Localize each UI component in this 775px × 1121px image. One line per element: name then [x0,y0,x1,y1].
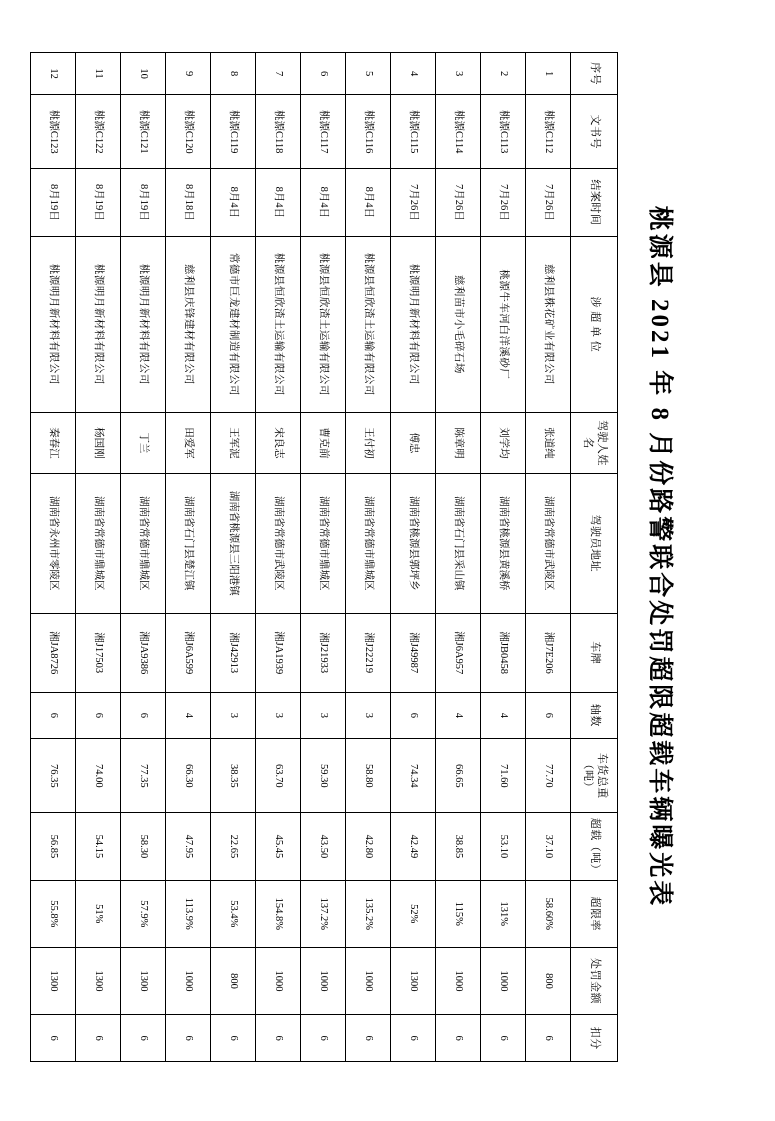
cell-overload-rate: 135.2% [346,880,391,947]
cell-overload: 45.45 [256,813,301,880]
cell-unit: 桃源牛车河白洋溪砂厂 [481,236,526,413]
cell-gross-weight: 74.00 [76,739,121,813]
cell-overload-rate: 137.2% [301,880,346,947]
cell-axles: 3 [301,692,346,739]
cell-fine: 1000 [481,947,526,1014]
cell-index: 4 [391,53,436,95]
cell-doc-no: 桃源C115 [391,95,436,169]
table-row [256,53,301,1062]
cell-driver-address: 湖南省常德市武陵区 [526,473,571,613]
cell-plate: 湘J7E206 [526,613,571,692]
table-row [31,53,76,1062]
cell-close-date: 8月19日 [31,169,76,236]
cell-plate: 湘J21933 [301,613,346,692]
cell-doc-no: 桃源C114 [436,95,481,169]
cell-overload-rate: 53.4% [211,880,256,947]
cell-gross-weight: 59.30 [301,739,346,813]
cell-doc-no: 桃源C117 [301,95,346,169]
cell-plate: 湘J6A957 [436,613,481,692]
cell-axles: 4 [166,692,211,739]
cell-index: 10 [121,53,166,95]
column-header-driver-name: 驾驶人姓名 [571,413,618,473]
cell-index: 12 [31,53,76,95]
cell-fine: 1300 [391,947,436,1014]
cell-doc-no: 桃源C121 [121,95,166,169]
cell-plate: 湘J22219 [346,613,391,692]
cell-close-date: 8月19日 [76,169,121,236]
cell-driver-name: 田爱军 [166,413,211,473]
cell-index: 6 [301,53,346,95]
cell-doc-no: 桃源C116 [346,95,391,169]
cell-gross-weight: 76.35 [31,739,76,813]
cell-overload-rate: 58.60% [526,880,571,947]
table-row [526,53,571,1062]
cell-close-date: 8月19日 [121,169,166,236]
cell-unit: 桃源县恒欣渣土运输有限公司 [301,236,346,413]
cell-driver-name: 王付初 [346,413,391,473]
cell-driver-address: 湖南省石门县楚江镇 [166,473,211,613]
cell-overload: 42.49 [391,813,436,880]
column-header-plate: 车牌 [571,613,618,692]
cell-plate: 湘JA1939 [256,613,301,692]
cell-gross-weight: 74.34 [391,739,436,813]
cell-overload-rate: 115% [436,880,481,947]
cell-fine: 1000 [436,947,481,1014]
cell-gross-weight: 77.70 [526,739,571,813]
cell-index: 1 [526,53,571,95]
cell-driver-name: 丁兰 [121,413,166,473]
cell-fine: 1000 [166,947,211,1014]
table-row [121,53,166,1062]
cell-index: 7 [256,53,301,95]
cell-doc-no: 桃源C122 [76,95,121,169]
cell-points: 6 [346,1015,391,1062]
cell-fine: 1300 [31,947,76,1014]
cell-plate: 湘J42913 [211,613,256,692]
cell-fine: 1300 [76,947,121,1014]
cell-axles: 3 [346,692,391,739]
cell-plate: 湘JA8726 [31,613,76,692]
cell-plate: 湘J6A599 [166,613,211,692]
cell-overload: 22.65 [211,813,256,880]
cell-unit: 桃源县恒欣渣土运输有限公司 [256,236,301,413]
cell-index: 9 [166,53,211,95]
cell-overload-rate: 131% [481,880,526,947]
cell-gross-weight: 38.35 [211,739,256,813]
cell-driver-address: 湖南省石门县采山镇 [436,473,481,613]
cell-overload: 38.85 [436,813,481,880]
cell-points: 6 [481,1015,526,1062]
table-row [436,53,481,1062]
cell-driver-name: 傅忠 [391,413,436,473]
cell-doc-no: 桃源C123 [31,95,76,169]
cell-close-date: 8月4日 [346,169,391,236]
cell-points: 6 [301,1015,346,1062]
cell-unit: 桃源明月新材料有限公司 [121,236,166,413]
table-row [481,53,526,1062]
cell-driver-name: 杨国刚 [76,413,121,473]
cell-unit: 慈利苗市小毛碎石场 [436,236,481,413]
cell-overload-rate: 154.8% [256,880,301,947]
cell-axles: 6 [121,692,166,739]
cell-driver-name: 王军泥 [211,413,256,473]
cell-fine: 1000 [256,947,301,1014]
cell-points: 6 [31,1015,76,1062]
cell-doc-no: 桃源C119 [211,95,256,169]
cell-driver-address: 湖南省永州市零陵区 [31,473,76,613]
cell-points: 6 [391,1015,436,1062]
column-header-points: 扣分 [571,1015,618,1062]
cell-index: 2 [481,53,526,95]
cell-unit: 慈利县株花矿业有限公司 [526,236,571,413]
column-header-doc-no: 文书号 [571,95,618,169]
cell-driver-address: 湖南省常德市鼎城区 [346,473,391,613]
column-header-unit: 涉 超 单 位 [571,236,618,413]
cell-doc-no: 桃源C112 [526,95,571,169]
cell-close-date: 8月18日 [166,169,211,236]
cell-points: 6 [121,1015,166,1062]
cell-overload-rate: 51% [76,880,121,947]
cell-driver-address: 湖南省桃源县黄溪桥 [481,473,526,613]
cell-axles: 6 [391,692,436,739]
table-row [346,53,391,1062]
cell-driver-name: 陈章明 [436,413,481,473]
cell-overload: 58.30 [121,813,166,880]
cell-overload-rate: 57.9% [121,880,166,947]
table-body [31,53,571,1062]
column-header-gross-weight: 车货总重（吨） [571,739,618,813]
cell-driver-name: 曹克前 [301,413,346,473]
cell-index: 5 [346,53,391,95]
cell-driver-name: 刘学均 [481,413,526,473]
cell-axles: 4 [436,692,481,739]
cell-driver-address: 湖南省桃源县三阳港镇 [211,473,256,613]
column-header-overload: 超载（吨） [571,813,618,880]
cell-driver-address: 湖南省常德市鼎城区 [121,473,166,613]
table-header-row [571,53,618,1062]
cell-close-date: 8月4日 [211,169,256,236]
column-header-fine: 处罚金额 [571,947,618,1014]
cell-gross-weight: 66.65 [436,739,481,813]
cell-overload: 43.50 [301,813,346,880]
cell-overload: 54.15 [76,813,121,880]
column-header-driver-address: 驾驶员地址 [571,473,618,613]
cell-axles: 6 [31,692,76,739]
cell-axles: 6 [76,692,121,739]
cell-overload: 53.10 [481,813,526,880]
cell-unit: 常德市巨龙建材制造有限公司 [211,236,256,413]
cell-points: 6 [256,1015,301,1062]
cell-points: 6 [211,1015,256,1062]
cell-overload: 37.10 [526,813,571,880]
sheet-content [30,52,680,1062]
table-row [211,53,256,1062]
exposure-table [30,52,618,1062]
cell-points: 6 [166,1015,211,1062]
cell-plate: 湘JA9386 [121,613,166,692]
cell-gross-weight: 58.80 [346,739,391,813]
column-header-index: 序号 [571,53,618,95]
cell-index: 8 [211,53,256,95]
cell-points: 6 [436,1015,481,1062]
cell-plate: 湘J49987 [391,613,436,692]
page-title: 桃源县 2021 年 8 月份路警联合处罚超限超载车辆曝光表 [646,205,673,909]
cell-axles: 3 [256,692,301,739]
cell-unit: 桃源明月新材料有限公司 [76,236,121,413]
cell-unit: 桃源明月新材料有限公司 [391,236,436,413]
column-header-axles: 轴数 [571,692,618,739]
table-row [391,53,436,1062]
cell-close-date: 7月26日 [526,169,571,236]
cell-unit: 慈利县庆锋建材有限公司 [166,236,211,413]
cell-fine: 1000 [346,947,391,1014]
cell-driver-address: 湖南省常德市鼎城区 [76,473,121,613]
table-row [76,53,121,1062]
cell-unit: 桃源明月新材料有限公司 [31,236,76,413]
cell-doc-no: 桃源C120 [166,95,211,169]
cell-driver-address: 湖南省常德市武陵区 [256,473,301,613]
cell-index: 11 [76,53,121,95]
cell-gross-weight: 71.60 [481,739,526,813]
cell-axles: 3 [211,692,256,739]
cell-overload: 42.80 [346,813,391,880]
cell-unit: 桃源县恒欣渣土运输有限公司 [346,236,391,413]
cell-axles: 6 [526,692,571,739]
cell-gross-weight: 63.70 [256,739,301,813]
cell-points: 6 [76,1015,121,1062]
cell-points: 6 [526,1015,571,1062]
cell-close-date: 8月4日 [301,169,346,236]
cell-driver-address: 湖南省常德市鼎城区 [301,473,346,613]
cell-overload-rate: 52% [391,880,436,947]
cell-gross-weight: 66.30 [166,739,211,813]
column-header-overload-rate: 超限率 [571,880,618,947]
cell-close-date: 8月4日 [256,169,301,236]
cell-overload-rate: 55.8% [31,880,76,947]
cell-fine: 1300 [121,947,166,1014]
cell-driver-address: 湖南省桃源县郭坪乡 [391,473,436,613]
cell-doc-no: 桃源C118 [256,95,301,169]
cell-driver-name: 宋良志 [256,413,301,473]
table-row [301,53,346,1062]
cell-overload: 56.85 [31,813,76,880]
cell-overload-rate: 113.9% [166,880,211,947]
cell-plate: 湘J17503 [76,613,121,692]
cell-close-date: 7月26日 [481,169,526,236]
cell-close-date: 7月26日 [436,169,481,236]
cell-doc-no: 桃源C113 [481,95,526,169]
cell-fine: 800 [526,947,571,1014]
cell-fine: 1000 [301,947,346,1014]
cell-fine: 800 [211,947,256,1014]
cell-overload: 47.95 [166,813,211,880]
table-header [571,53,618,1062]
cell-close-date: 7月26日 [391,169,436,236]
cell-driver-name: 张道纯 [526,413,571,473]
cell-axles: 4 [481,692,526,739]
cell-index: 3 [436,53,481,95]
cell-gross-weight: 77.35 [121,739,166,813]
cell-plate: 湘JB0458 [481,613,526,692]
column-header-close-date: 结案时间 [571,169,618,236]
cell-driver-name: 秦春江 [31,413,76,473]
table-row [166,53,211,1062]
